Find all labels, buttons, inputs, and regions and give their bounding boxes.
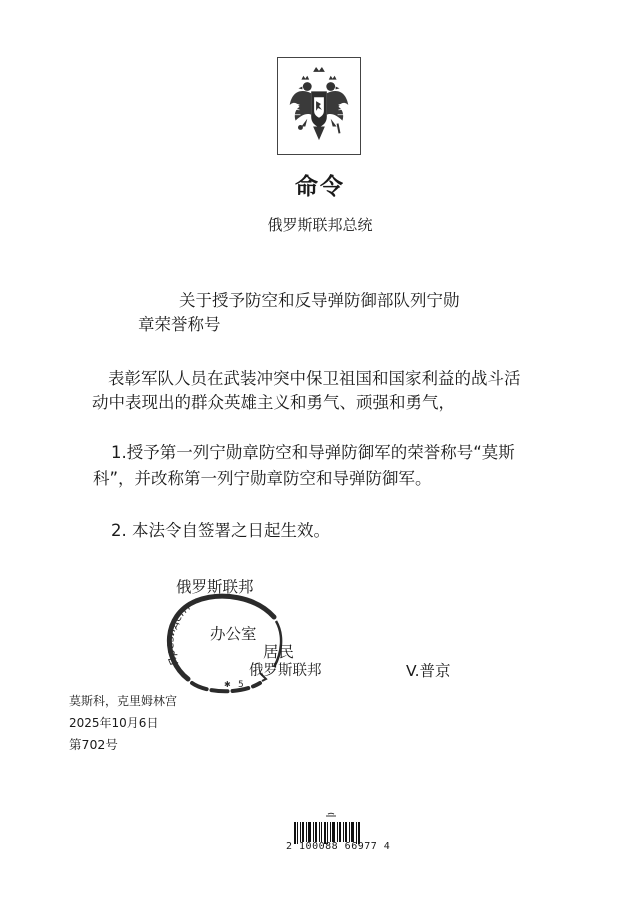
stamp-number: 5: [238, 680, 244, 690]
signature-line-1: 俄罗斯联邦: [176, 578, 254, 596]
stamp-text: Президент: [163, 599, 195, 668]
svg-text:Президент: [163, 599, 194, 667]
issue-date: 2025年10月6日: [69, 716, 159, 730]
article-1-line-2: 科”，并改称第一列宁勋章防空和导弹防御军。: [93, 469, 432, 488]
double-headed-eagle-icon: [278, 58, 360, 154]
article-1-line-1: 1.授予第一列宁勋章防空和导弹防御军的荣誉称号“莫斯: [111, 443, 515, 462]
article-2: 2. 本法令自签署之日起生效。: [111, 521, 330, 540]
signature-line-4: 俄罗斯联邦: [249, 663, 322, 679]
preamble-line-1: 表彰军队人员在武装冲突中保卫祖国和国家利益的战斗活: [108, 369, 521, 388]
issuer-line: 俄罗斯联邦总统: [267, 216, 373, 234]
issue-place: 莫斯科，克里姆林宫: [69, 694, 178, 708]
document-title: 命令: [295, 174, 345, 200]
signer-name: V.普京: [406, 662, 451, 680]
decree-number: 第702号: [69, 737, 118, 752]
subject-line-1: 关于授予防空和反导弹防御部队列宁勋: [179, 291, 460, 310]
barcode-number: 2 100088 66977 4: [286, 841, 391, 852]
svg-text:✱: ✱: [224, 680, 231, 689]
signature-line-2: 办公室: [210, 625, 257, 643]
signature-line-3: 居民: [263, 643, 295, 661]
subject-line-2: 章荣誉称号: [138, 315, 221, 334]
preamble-line-2: 动中表现出的群众英雄主义和勇气、顽强和勇气，: [92, 393, 455, 412]
coat-of-arms-emblem: [277, 57, 361, 155]
